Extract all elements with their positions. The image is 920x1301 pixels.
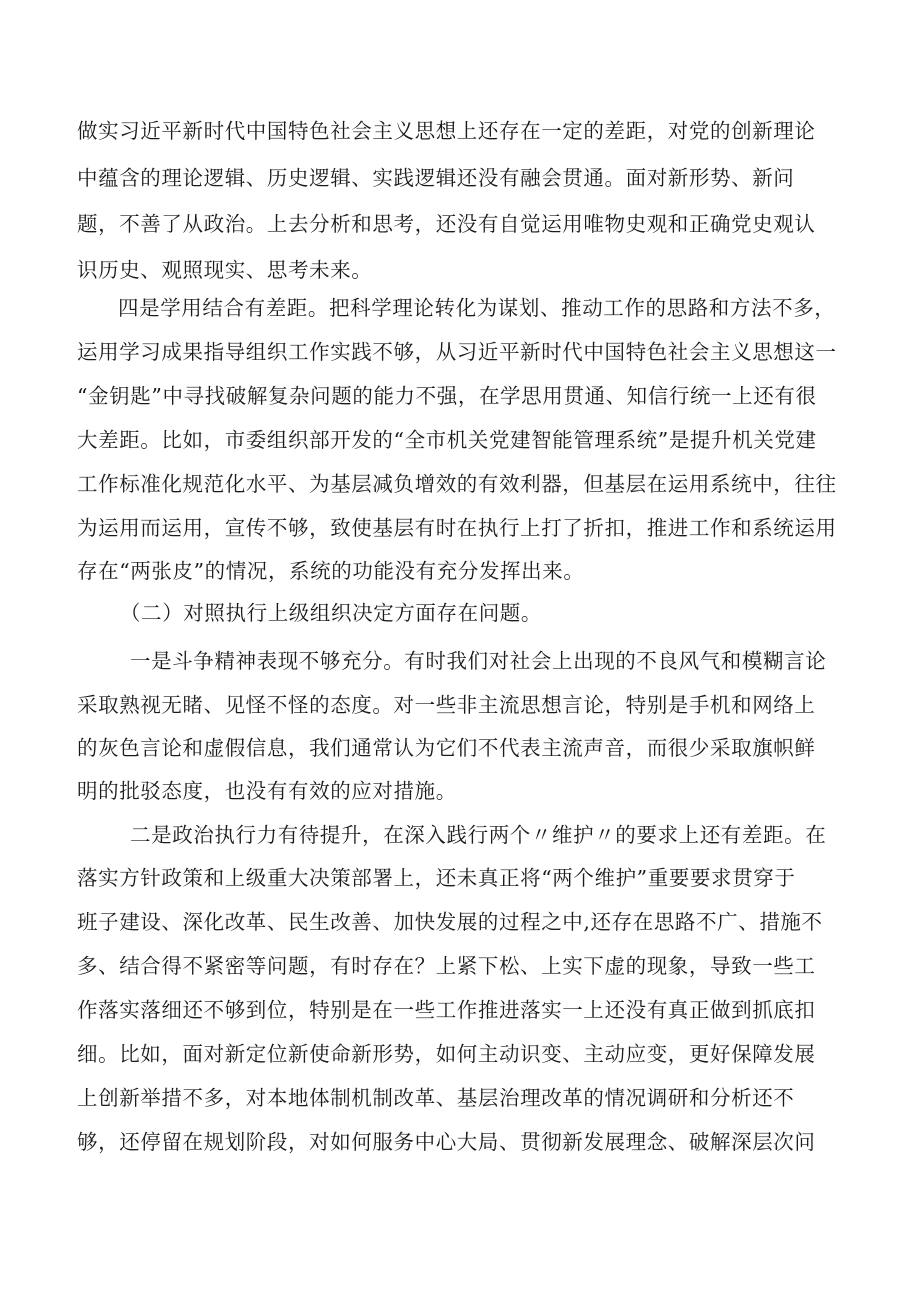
text-line: 细。比如，面对新定位新使命新形势，如何主动识变、主动应变，更好保障发展: [77, 1042, 816, 1066]
text-line: 够，还停留在规划阶段，对如何服务中心大局、贯彻新发展理念、破解深层次问: [77, 1130, 816, 1154]
text-line: 的灰色言论和虚假信息，我们通常认为它们不代表主流声音，而很少采取旗帜鲜: [77, 736, 816, 760]
text-line: 运用学习成果指导组织工作实践不够，从习近平新时代中国特色社会主义思想这一: [77, 340, 837, 364]
text-line: “金钥匙”中寻找破解复杂问题的能力不强，在学思用贯通、知信行统一上还有很: [77, 384, 817, 408]
text-line: 明的批驳态度，也没有有效的应对措施。: [77, 779, 457, 803]
text-line: 大差距。比如，市委组织部开发的“全市机关党建智能管理系统”是提升机关党建: [77, 428, 817, 452]
text-line: 班子建设、深化改革、民生改善、加快发展的过程之中,还存在思路不广、措施不: [77, 910, 823, 934]
text-line: 识历史、观照现实、思考未来。: [77, 258, 373, 282]
text-line: 工作标准化规范化水平、为基层减负增效的有效利器，但基层在运用系统中，往往: [77, 472, 837, 496]
text-line: 采取熟视无睹、见怪不怪的态度。对一些非主流思想言论，特别是手机和网络上: [77, 693, 816, 717]
text-line: 题，不善了从政治。上去分析和思考，还没有自觉运用唯物史观和正确党史观认: [77, 212, 816, 236]
text-line: 中蕴含的理论逻辑、历史逻辑、实践逻辑还没有融会贯通。面对新形势、新问: [77, 166, 795, 190]
text-line: 四是学用结合有差距。把科学理论转化为谋划、推动工作的思路和方法不多，: [118, 296, 836, 320]
text-line: 作落实落细还不够到位，特别是在一些工作推进落实一上还没有真正做到抓底扣: [77, 998, 816, 1022]
text-line: 存在“两张皮”的情况，系统的功能没有充分发挥出来。: [77, 559, 585, 583]
text-line: 二是政治执行力有待提升，在深入践行两个〃维护〃的要求上还有差距。在: [130, 823, 827, 847]
text-line: 多、结合得不紧密等问题，有时存在？上紧下松、上实下虚的现象，导致一些工: [77, 954, 816, 978]
text-line: 做实习近平新时代中国特色社会主义思想上还存在一定的差距，对党的创新理论: [77, 119, 816, 143]
text-line: 为运用而运用，宣传不够，致使基层有时在执行上打了折扣，推进工作和系统运用: [77, 516, 837, 540]
text-line: 落实方针政策和上级重大决策部署上，还未真正将“两个维护”重要要求贯穿于: [77, 866, 796, 890]
section-heading: （二）对照执行上级组织决定方面存在问题。: [120, 601, 542, 625]
text-line: 一是斗争精神表现不够充分。有时我们对社会上出现的不良风气和模糊言论: [130, 649, 827, 673]
text-line: 上创新举措不多，对本地体制机制改革、基层治理改革的情况调研和分析还不: [77, 1086, 795, 1110]
